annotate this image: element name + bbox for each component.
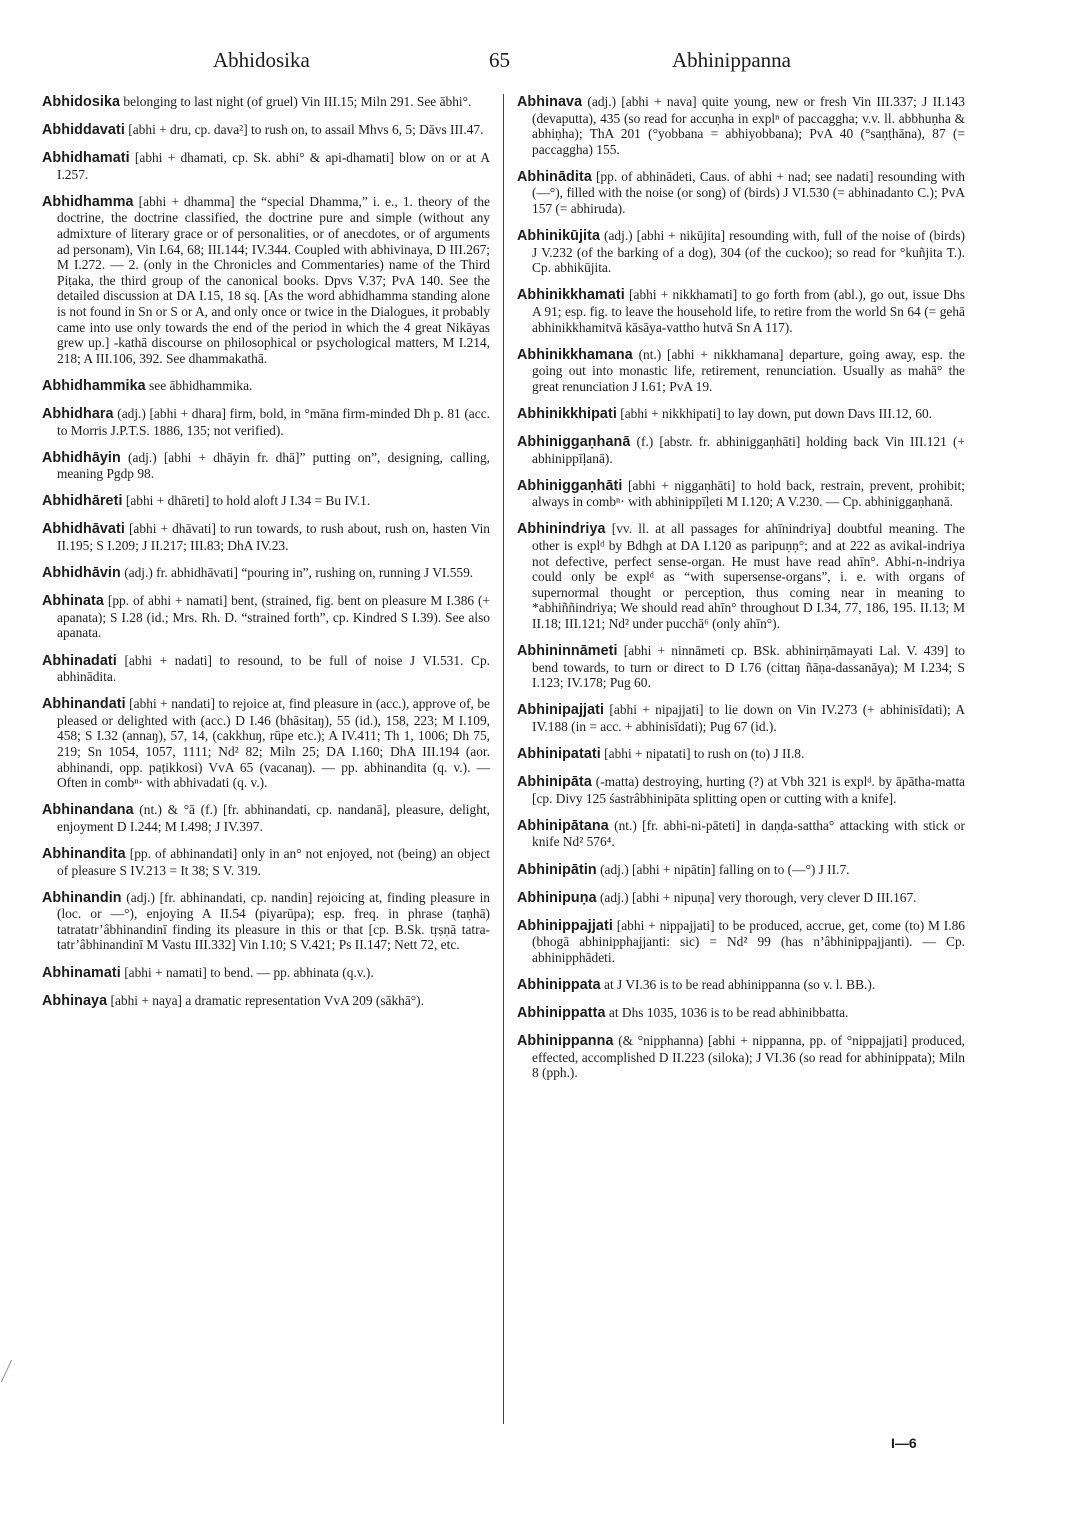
dictionary-entry	[42, 378, 490, 395]
page-number: 65	[489, 48, 510, 72]
dictionary-entry	[42, 653, 490, 685]
entry-headword: Abhiniggaṇhanā	[517, 434, 631, 451]
entry-definition: (f.) [abstr. fr. abhiniggaṇhāti] holding back Vin III.121 (+ abhinippīḷanā).	[532, 434, 965, 466]
entry-headword: Abhidhāyin	[42, 449, 121, 466]
dictionary-entry	[517, 643, 965, 691]
dictionary-entry	[517, 774, 965, 806]
entry-definition: [abhi + nipatati] to rush on (to) J II.8.	[600, 746, 805, 762]
dictionary-entry	[42, 194, 490, 367]
dictionary-entry	[42, 802, 490, 834]
entry-definition: (nt.) [abhi + nikkhamana] departure, going away, esp. the going out into monastic life, retirement, renunciation. Usually as mahā° the great renunciation J I.61; PvA 19.	[532, 346, 965, 394]
entry-headword: Abhidhāvin	[42, 565, 121, 582]
dictionary-entry	[517, 169, 965, 217]
entry-headword: Abhidhamati	[42, 150, 130, 167]
entry-definition: [abhi + naya] a dramatic representation VvA 209 (sākhā°).	[107, 992, 424, 1008]
entry-headword: Abhinādita	[517, 168, 592, 185]
dictionary-entry	[42, 965, 490, 982]
entry-definition: at Dhs 1035, 1036 is to be read abhinibbatta.	[605, 1005, 849, 1021]
entry-headword: Abhinamati	[42, 964, 121, 981]
dictionary-entry	[517, 478, 965, 510]
entry-definition: [abhi + dru, cp. dava²] to rush on, to assail Mhvs 6, 5; Dāvs III.47.	[124, 122, 484, 138]
entry-headword: Abhinipātana	[517, 817, 609, 834]
header-right-word: Abhinippanna	[672, 48, 791, 72]
entry-headword: Abhinadati	[42, 652, 117, 669]
dictionary-entry	[42, 406, 490, 438]
left-column	[42, 94, 490, 1021]
dictionary-entry	[42, 696, 490, 791]
dictionary-entry	[42, 94, 490, 111]
entry-headword: Abhinandin	[42, 889, 122, 906]
entry-definition: [abhi + nippajjati] to be produced, accrue, get, come (to) M I.86 (bhogā abhinipphajjanti: sic) = Nd² 99 (has n’âbhinippajjanti). — Cp. abhinipphādeti.	[532, 917, 965, 965]
dictionary-entry	[517, 977, 965, 994]
entry-headword: Abhinandita	[42, 845, 126, 862]
entry-definition: [vv. ll. at all passages for ahīnindriya] doubtful meaning. The other is explᵈ by Bdhgh at DA I.120 as paripuṇṇ°; and at 222 as avikal-indriya not defective, perfect sense-organ. He must have read ahīn°. Abhi-n-indriya could only be explᵈ as “with supersense-organs”, i. e. with organs of supernormal thought or perception, thus coming near in meaning to *abhiññindriya; We should read ahīn° throughout D I.34, 77, 186, 195. II.13; M II.18; III.121; Nd² under pucchā⁶ (only ahīn°).	[532, 521, 965, 632]
entry-definition: [pp. of abhinandati] only in an° not enjoyed, not (being) an object of pleasure S IV.213 = It 38; S V. 319.	[57, 845, 490, 878]
entry-headword: Abhininnāmeti	[517, 643, 618, 660]
dictionary-entry	[42, 846, 490, 878]
entry-headword: Abhinipuṇa	[517, 889, 597, 906]
entry-definition: (adj.) fr. abhidhāvati] “pouring in”, rushing on, running J VI.559.	[120, 565, 474, 581]
entry-headword: Abhinindriya	[517, 521, 606, 538]
dictionary-entry	[517, 818, 965, 850]
entry-definition: [abhi + ninnāmeti cp. BSk. abhinirṇāmayati Lal. V. 439] to bend towards, to turn or direct to D I.76 (cittaŋ ñāṇa-dassanāya); M I.234; S I.123; IV.178; Pug 60.	[532, 643, 965, 691]
entry-definition: (adj.) [fr. abhinandati, cp. nandin] rejoicing at, finding pleasure in (loc. or —°), enjoying A II.54 (piyarūpa); esp. freq. in phrase (taṇhā) tatratatr’âbhinandinī finding its pleasure in this or that [cp. B.Sk. tṛṣṇā tatra-tatr’âbhinandinī M Vastu III.332] Vin I.10; S V.421; Ps II.147; Nett 72, etc.	[57, 889, 490, 953]
margin-mark	[1, 1360, 22, 1382]
dictionary-entry	[42, 122, 490, 139]
column-divider	[503, 94, 504, 1424]
entry-definition: see ābhidhammika.	[145, 377, 253, 393]
entry-definition: [abhi + nipajjati] to lie down on Vin IV.273 (+ abhinisīdati); A IV.188 (in = acc. + abhinisīdati); Pug 67 (id.).	[532, 702, 965, 734]
dictionary-entry	[517, 347, 965, 395]
entry-headword: Abhidosika	[42, 94, 121, 110]
dictionary-entry	[517, 94, 965, 157]
dictionary-entry	[42, 521, 490, 553]
header-left-word: Abhidosika	[213, 48, 310, 72]
entry-headword: Abhinipajjati	[517, 702, 605, 719]
entry-definition: [abhi + dhāreti] to hold aloft J I.34 = Bu IV.1.	[122, 493, 371, 509]
entry-headword: Abhinipatati	[517, 746, 601, 763]
entry-definition: [pp. of abhi + namati] bent, (strained, fig. bent on pleasure M I.386 (+ apanata); S I.28 (id.; Mrs. Rh. D. “strained forth”, cp. Kindred S I.39). See also apanata.	[57, 593, 490, 641]
entry-definition: (adj.) [abhi + nipātin] falling on to (—°) J II.7.	[596, 861, 850, 877]
dictionary-entry	[517, 1005, 965, 1022]
dictionary-entry	[517, 521, 965, 631]
entry-headword: Abhidhammika	[42, 377, 146, 394]
entry-headword: Abhinippanna	[517, 1033, 614, 1050]
entry-definition: (& °nipphanna) [abhi + nippanna, pp. of °nippajjati] produced, effected, accomplished D II.223 (siloka); J VI.36 (so read for abhinippata); Miln 8 (pph.).	[532, 1033, 965, 1081]
dictionary-entry	[517, 287, 965, 335]
entry-headword: Abhinandati	[42, 696, 126, 713]
dictionary-entry	[42, 593, 490, 641]
entry-headword: Abhinaya	[42, 992, 108, 1009]
entry-definition: at J VI.36 is to be read abhinippanna (so v. l. BB.).	[600, 977, 876, 993]
entry-definition: (adj.) [abhi + dhāyin fr. dhā]” putting on”, designing, calling, meaning Pgdp 98.	[57, 449, 490, 482]
dictionary-entry	[42, 993, 490, 1010]
entry-definition: (-matta) destroying, hurting (?) at Vbh 321 is explᵈ. by āpātha-matta [cp. Divy 125 śastrâbhinipāta splitting open or cutting with a knife].	[532, 774, 965, 806]
entry-headword: Abhidhara	[42, 406, 114, 422]
entry-definition: [abhi + niggaṇhāti] to hold back, restrain, prevent, prohibit; always in combⁿ· with abhinippīḷeti M I.120; A V.230. — Cp. abhiniggaṇhanā.	[532, 477, 965, 510]
entry-definition: (adj.) [abhi + nipuṇa] very thorough, very clever D III.167.	[596, 889, 917, 905]
entry-definition: belonging to last night (of gruel) Vin III.15; Miln 291. See ābhi°.	[120, 94, 472, 109]
dictionary-entry	[42, 150, 490, 182]
dictionary-entry	[517, 890, 965, 907]
entry-headword: Abhiddavati	[42, 122, 125, 139]
entry-headword: Abhinipāta	[517, 774, 592, 791]
entry-definition: [abhi + nikkhamati] to go forth from (abl.), go out, issue Dhs A 91; esp. fig. to leave the household life, to retire from the world Sn 64 (= gehā abhinikkhamitvā kāsāya-vattho hutvā Sn A 117).	[532, 287, 965, 335]
entry-headword: Abhinippajjati	[517, 917, 613, 934]
dictionary-entry	[517, 746, 965, 763]
dictionary-entry	[517, 862, 965, 879]
entry-headword: Abhinava	[517, 94, 583, 110]
entry-definition: [abhi + dhamati, cp. Sk. abhi° & api-dhamati] blow on or at A I.257.	[57, 150, 490, 182]
entry-headword: Abhinata	[42, 593, 104, 610]
entry-headword: Abhidhāreti	[42, 493, 123, 510]
entry-definition: [abhi + namati] to bend. — pp. abhinata (q.v.).	[120, 964, 374, 980]
entry-headword: Abhinippatta	[517, 1005, 606, 1022]
entry-definition: [abhi + nadati] to resound, to be full of noise J VI.531. Cp. abhinādita.	[57, 652, 490, 685]
signature-mark: I—6	[891, 1435, 917, 1451]
dictionary-entry	[517, 406, 965, 423]
entry-headword: Abhinikkhamana	[517, 346, 633, 363]
entry-definition: [pp. of abhinādeti, Caus. of abhi + nad; see nadati] resounding with (—°), filled with the noise (or song) of (birds) J VI.530 (= abhinadanto C.); PvA 157 (= abhiruda).	[532, 168, 965, 217]
entry-definition: [abhi + dhamma] the “special Dhamma,” i. e., 1. theory of the doctrine, the doctrine classified, the doctrine pure and simple (without any admixture of literary grace or of personalities, or of anecdotes, or of arguments ad personam), Vin I.64, 68; III.144; IV.344. Coupled with abhivinaya, D III.267; M I.272. — 2. (only in the Chronicles and Commentaries) name of the Third Piṭaka, the third group of the canonical books. Dpvs V.37; PvA 140. See the detailed discussion at DA I.15, 18 sq. [As the word abhidhamma standing alone is not found in Sn or S or A, and only once or twice in the Dialogues, it probably came into use only towards the end of the period in which the 4 great Nikāyas grew up.] -kathā discourse on philosophical or psychological matters, M I.214, 218; A III.106, 392. See dhammakathā.	[57, 193, 490, 366]
dictionary-entry	[42, 565, 490, 582]
entry-definition: (adj.) [abhi + nikūjita] resounding with, full of the noise of (birds) J V.232 (of the barking of a dog), 304 (of the cuckoo); so read for °kuñjita T.). Cp. abhikūjita.	[532, 228, 965, 276]
entry-headword: Abhidhamma	[42, 193, 134, 210]
dictionary-entry	[42, 450, 490, 482]
entry-definition: [abhi + nikkhipati] to lay down, put down Davs III.12, 60.	[616, 406, 933, 421]
entry-headword: Abhinippata	[517, 977, 601, 994]
entry-definition: (nt.) & °ā (f.) [fr. abhinandati, cp. nandanā], pleasure, delight, enjoyment D I.244; M I.498; J IV.397.	[57, 802, 490, 834]
dictionary-entry	[517, 918, 965, 966]
entry-definition: (adj.) [abhi + dhara] firm, bold, in °māna firm-minded Dh p. 81 (acc. to Morris J.P.T.S. 1886, 135; not verified).	[57, 406, 490, 438]
entry-headword: Abhinikkhipati	[517, 406, 617, 422]
entry-definition: (nt.) [fr. abhi-ni-pāteti] in daṇḍa-sattha° attacking with stick or knife Nd² 576⁴.	[532, 817, 965, 850]
entry-definition: [abhi + dhāvati] to run towards, to rush about, rush on, hasten Vin II.195; S I.209; J II.217; III.83; DhA IV.23.	[57, 521, 490, 554]
entry-headword: Abhinikūjita	[517, 228, 601, 245]
entry-headword: Abhinipātin	[517, 861, 597, 878]
dictionary-entry	[517, 434, 965, 466]
dictionary-entry	[517, 702, 965, 734]
entry-headword: Abhidhāvati	[42, 521, 125, 538]
entry-headword: Abhiniggaṇhāti	[517, 477, 623, 494]
entry-definition: [abhi + nandati] to rejoice at, find pleasure in (acc.), approve of, be pleased or delighted with (acc.) D I.46 (bhāsitaŋ), 55 (id.), 158, 223; M I.109, 458; S I.32 (annaŋ), 57, 14, (cakkhuŋ, rūpe etc.); A IV.411; Th 1, 1006; Dh 75, 219; Sn 1054, 1057, 1111; Nd² 82; Miln 25; DA I.160; DhA III.194 (aor. abhinandi, opp. paṭikkosi) VvA 65 (vacanaŋ). — pp. abhinandita (q. v.). — Often in combⁿ· with abhivadati (q. v.).	[57, 696, 490, 791]
dictionary-entry	[517, 1033, 965, 1081]
entry-headword: Abhinandana	[42, 802, 134, 819]
right-column	[517, 94, 965, 1093]
dictionary-entry	[42, 493, 490, 510]
dictionary-entry	[517, 228, 965, 276]
dictionary-entry	[42, 890, 490, 953]
running-header	[0, 48, 1073, 78]
entry-headword: Abhinikkhamati	[517, 287, 625, 304]
entry-definition: (adj.) [abhi + nava] quite young, new or fresh Vin III.337; J II.143 (devaputta), 435 (so read for accuṇha in explⁿ of paccaggha; v.v. ll. abbhuṇha & abhiṇha); ThA 201 (°yobbana = abhiyobbana); PvA 40 (°saṇṭhāna), 87 (= paccaggha) 155.	[532, 94, 965, 157]
